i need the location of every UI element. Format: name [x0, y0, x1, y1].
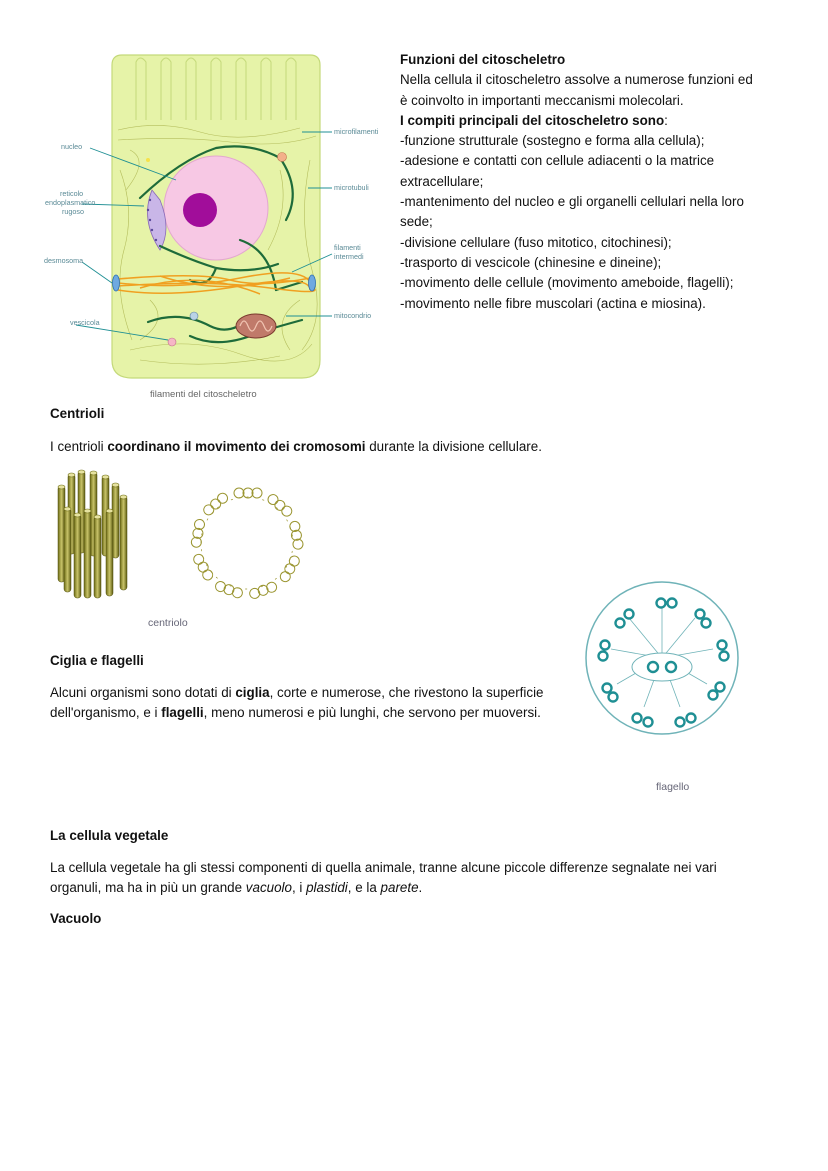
tasks-heading-line — [400, 111, 800, 131]
ciglia-line-2 — [50, 703, 575, 723]
functions-section — [400, 50, 800, 314]
centriole-triplets — [172, 478, 322, 608]
cytoskeleton-diagram — [40, 50, 392, 405]
label-mitocondrio: mitocondrio — [334, 311, 372, 320]
vesicle-orange — [278, 153, 287, 162]
task-line: -adesione e contatti con cellule adiacenti o la matrice — [400, 153, 715, 169]
ciglia-text-b: , corte e numerose, che rivestono la superficie — [269, 685, 544, 700]
centriole-caption: centriolo — [148, 617, 188, 629]
flagellum-caption: flagello — [656, 781, 690, 793]
figure-caption: filamenti del citoscheletro — [150, 389, 257, 400]
task-line: -divisione cellulare (fuso mitotico, citochinesi); — [400, 234, 672, 250]
vesicle-blue — [190, 312, 198, 320]
vegetale-text-a: organuli, ma ha in più un grande — [50, 880, 246, 896]
functions-intro-2: è coinvolto in importanti meccanismi molecolari. — [400, 92, 684, 108]
vegetale-line-2 — [50, 878, 810, 898]
flagelli-bold: flagelli — [161, 705, 204, 721]
ciglia-text-c: dell'organismo, e i — [50, 705, 162, 721]
label-microtubuli: microtubuli — [334, 183, 369, 192]
centrioli-text-a: I centrioli — [50, 439, 108, 454]
label-nucleo: nucleo — [61, 142, 83, 151]
cytoskeleton-figure — [40, 50, 392, 405]
label-filamenti-intermedi-1: filamenti — [334, 243, 361, 252]
task-line: extracellulare; — [400, 173, 484, 189]
label-reticolo-2: endoplasmatico — [45, 198, 96, 207]
vegetale-line-1: La cellula vegetale ha gli stessi componenti di quella animale, tranne alcune piccole differenze segnalate nei vari — [50, 860, 717, 875]
centriole-cross-section — [172, 478, 322, 608]
ciglia-text-a: Alcuni organismi sono dotati di — [50, 685, 236, 700]
ciglia-text — [50, 683, 575, 724]
ciglia-line-1 — [50, 683, 575, 703]
centrioli-text-bold: coordinano il movimento dei cromosomi — [107, 439, 366, 454]
nucleolus — [183, 193, 217, 227]
vacuolo-heading: Vacuolo — [50, 911, 102, 926]
flagellum-cross-section — [582, 578, 742, 738]
desmosome-right — [309, 275, 316, 291]
label-reticolo-3: rugoso — [62, 207, 84, 216]
task-line: -movimento nelle fibre muscolari (actina e miosina). — [400, 295, 706, 311]
task-line: -funzione strutturale (sostegno e forma alla cellula); — [400, 133, 705, 149]
label-microfilamenti: microfilamenti — [334, 127, 379, 136]
label-reticolo-1: reticolo — [60, 189, 84, 198]
task-line: sede; — [400, 214, 433, 230]
task-line: -trasporto di vescicole (chinesine e dineine); — [400, 254, 662, 270]
vegetale-text-g: . — [418, 880, 423, 896]
ciglia-text-d: , meno numerosi e più lunghi, che servono per muoversi. — [203, 705, 541, 721]
task-line: -movimento delle cellule (movimento ameboide, flagelli); — [400, 275, 734, 291]
functions-intro-1: Nella cellula il citoscheletro assolve a numerose funzioni ed — [400, 72, 753, 88]
centrioli-heading: Centrioli — [50, 406, 105, 421]
vacuolo-italic: vacuolo — [245, 880, 292, 896]
centriole-3d-illustration — [50, 466, 140, 606]
label-vescicola: vescicola — [70, 318, 100, 327]
plastidi-italic: plastidi — [306, 880, 348, 896]
tasks-heading: I compiti principali del citoscheletro sono — [400, 112, 665, 128]
vegetale-text-e: , e la — [347, 880, 381, 896]
label-desmosoma: desmosoma — [44, 256, 84, 265]
centrioli-text-b: durante la divisione cellulare. — [365, 439, 542, 454]
label-filamenti-intermedi-2: intermedi — [334, 252, 364, 261]
flagellum-9x2 — [582, 578, 742, 738]
ciglia-heading: Ciglia e flagelli — [50, 653, 144, 668]
vegetale-text-c: , i — [291, 880, 307, 896]
centriole-tubes — [50, 466, 140, 606]
vesicle-pink — [168, 338, 176, 346]
desmosome-left — [113, 275, 120, 291]
centrioli-text — [50, 437, 542, 457]
functions-title: Funzioni del citoscheletro — [400, 52, 566, 67]
parete-italic: parete — [380, 880, 419, 896]
vegetale-heading: La cellula vegetale — [50, 828, 169, 843]
task-line: -mantenimento del nucleo e gli organelli cellulari nella loro — [400, 194, 744, 210]
vegetale-text — [50, 858, 810, 899]
ciglia-bold: ciglia — [235, 685, 270, 700]
tasks-colon: : — [664, 112, 668, 128]
mitochondrion — [236, 314, 276, 338]
